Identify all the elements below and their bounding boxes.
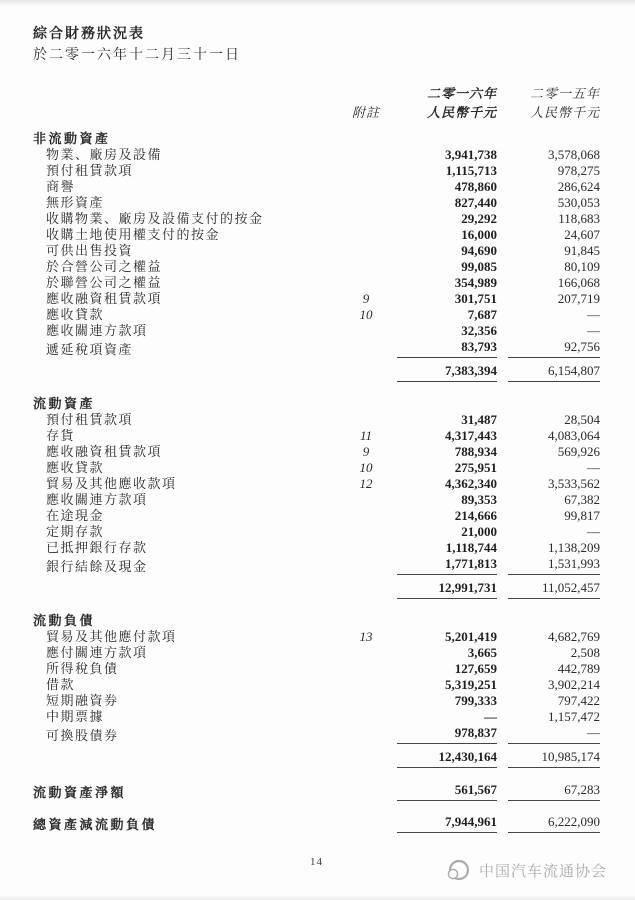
row-label: 遞延稅項資產 (46, 342, 134, 357)
row-value-2015: 1,138,209 (548, 540, 600, 555)
statement-row (33, 460, 600, 476)
row-value-2015: 166,068 (557, 275, 600, 290)
header-note-label: 附註 (351, 105, 380, 120)
statement-row (33, 163, 600, 179)
scan-edge-top (0, 0, 635, 6)
header-year-2015: 二零一五年 (529, 86, 600, 101)
statement-row (33, 179, 600, 195)
row-label: 總資產減流動負債 (33, 817, 158, 832)
statement-row (33, 444, 600, 460)
statement-row (33, 428, 600, 444)
statement-row (33, 339, 600, 358)
statement-row (33, 492, 600, 508)
header-unit-2015: 人民幣千元 (529, 105, 600, 120)
row-note: 10 (359, 460, 373, 475)
row-note: 10 (359, 307, 373, 322)
statement-row (33, 227, 600, 243)
row-value-2016: 214,666 (454, 508, 497, 523)
statement-row (33, 211, 600, 227)
statement-total-row (33, 814, 600, 833)
statement-row (33, 629, 600, 645)
statement-row (33, 412, 600, 428)
row-value-2016: 827,440 (454, 195, 497, 210)
row-label: 流動資產淨額 (33, 785, 127, 800)
row-value-2015: 118,683 (558, 211, 600, 226)
statement-total-row (33, 782, 600, 801)
row-value-2015: 207,719 (557, 291, 600, 306)
statement-row (33, 323, 600, 339)
scan-edge-bottom (0, 895, 635, 900)
statement-row (33, 524, 600, 540)
row-value-2015: — (508, 725, 600, 744)
row-label: 物業、廠房及設備 (46, 147, 163, 162)
cada-emblem-icon (445, 858, 472, 883)
row-value-2016: 561,567 (397, 782, 497, 801)
row-value-2015: 28,504 (564, 412, 600, 427)
row-label: 應收關連方款項 (46, 323, 148, 338)
row-value-2016: 978,837 (397, 725, 497, 744)
row-value-2016: 7,687 (467, 307, 497, 322)
row-value-2015: 286,624 (557, 179, 600, 194)
row-value-2015: 10,985,174 (508, 749, 600, 768)
row-label: 中期票據 (46, 709, 105, 724)
page-title: 綜合財務狀況表 (33, 27, 145, 42)
row-value-2015: 6,154,807 (508, 363, 600, 382)
row-value-2016: 799,333 (454, 693, 497, 708)
row-label: 借款 (46, 677, 76, 692)
statement-row (33, 147, 600, 163)
row-value-2015: 67,283 (508, 782, 600, 801)
row-value-2016: 12,991,731 (397, 580, 497, 599)
row-value-2016: 354,989 (454, 275, 497, 290)
row-label: 應付關連方款項 (46, 645, 148, 660)
row-value-2016: 7,944,961 (397, 814, 497, 833)
row-note: 12 (359, 476, 373, 491)
row-value-2016: 478,860 (454, 179, 497, 194)
statement-row (33, 508, 600, 524)
header-year-2016: 二零一六年 (426, 86, 497, 101)
row-label: 貿易及其他應付款項 (46, 629, 177, 644)
section-heading: 流動資產 (33, 396, 96, 411)
row-value-2016: 99,085 (461, 259, 497, 274)
row-value-2016: — (484, 709, 497, 724)
row-note: 9 (362, 291, 370, 306)
row-value-2016: 1,115,713 (445, 163, 497, 178)
row-value-2016: 1,118,744 (445, 540, 497, 555)
row-value-2015: 92,756 (508, 339, 600, 358)
row-value-2015: 91,845 (564, 243, 600, 258)
row-label: 銀行結餘及現金 (46, 559, 148, 574)
page-number: 14 (310, 856, 323, 868)
row-value-2016: 31,487 (461, 412, 497, 427)
statement-row (33, 307, 600, 323)
row-value-2015: 1,531,993 (508, 556, 600, 575)
statement-section (33, 131, 600, 382)
row-value-2016: 4,362,340 (445, 476, 497, 491)
row-value-2015: 978,275 (557, 163, 600, 178)
row-label: 所得稅負債 (46, 661, 119, 676)
row-value-2016: 5,319,251 (445, 677, 497, 692)
row-value-2015: 24,607 (564, 227, 600, 242)
row-label: 商譽 (46, 179, 76, 194)
row-value-2015: 530,053 (557, 195, 600, 210)
row-note: 9 (362, 444, 370, 459)
statement-row (33, 476, 600, 492)
row-label: 定期存款 (46, 524, 105, 539)
page-subtitle: 於二零一六年十二月三十一日 (33, 48, 241, 63)
row-value-2015: 569,926 (557, 444, 600, 459)
section-heading: 非流動資產 (33, 131, 111, 146)
statement-section (33, 613, 600, 768)
row-value-2016: 12,430,164 (397, 749, 497, 768)
row-value-2015: — (587, 524, 600, 539)
section-subtotal-row (33, 749, 600, 768)
section-subtotal-row (33, 580, 600, 599)
statement-row (33, 661, 600, 677)
statement-row (33, 645, 600, 661)
statement-section (33, 396, 600, 599)
statement-row (33, 195, 600, 211)
row-label: 應收貸款 (46, 307, 105, 322)
row-value-2015: 80,109 (564, 259, 600, 274)
row-value-2016: 7,383,394 (397, 363, 497, 382)
row-label: 無形資產 (46, 195, 105, 210)
statement-row (33, 556, 600, 575)
statement-row (33, 693, 600, 709)
row-value-2015: 3,533,562 (548, 476, 600, 491)
row-value-2016: 21,000 (461, 524, 497, 539)
row-value-2016: 29,292 (461, 211, 497, 226)
section-subtotal-row (33, 363, 600, 382)
row-value-2016: 83,793 (397, 339, 497, 358)
row-label: 於聯營公司之權益 (46, 275, 163, 290)
statement-row (33, 725, 600, 744)
row-value-2016: 1,771,813 (397, 556, 497, 575)
row-value-2015: 1,157,472 (548, 709, 600, 724)
row-label: 應收融資租賃款項 (46, 291, 163, 306)
row-note: 13 (359, 629, 373, 644)
statement-row (33, 275, 600, 291)
association-watermark-text: 中国汽车流通协会 (478, 863, 607, 880)
statement-row (33, 709, 600, 725)
row-value-2015: 4,682,769 (548, 629, 600, 644)
row-value-2016: 32,356 (461, 323, 497, 338)
row-value-2016: 4,317,443 (445, 428, 497, 443)
statement-row (33, 259, 600, 275)
row-label: 預付租賃款項 (46, 163, 134, 178)
row-label: 預付租賃款項 (46, 412, 134, 427)
row-value-2015: 4,083,064 (548, 428, 600, 443)
row-label: 貿易及其他應收款項 (46, 476, 177, 491)
association-watermark (445, 858, 607, 883)
statement-body (33, 131, 600, 833)
row-value-2015: 6,222,090 (508, 814, 600, 833)
row-value-2016: 16,000 (461, 227, 497, 242)
row-value-2015: 797,422 (557, 693, 600, 708)
statement-row (33, 540, 600, 556)
row-value-2016: 5,201,419 (445, 629, 497, 644)
row-value-2015: 3,902,214 (548, 677, 600, 692)
row-value-2016: 788,934 (454, 444, 497, 459)
column-header (33, 84, 600, 122)
row-value-2015: 99,817 (564, 508, 600, 523)
row-value-2016: 94,690 (461, 243, 497, 258)
row-value-2015: — (587, 323, 600, 338)
row-value-2016: 3,665 (467, 645, 497, 660)
statement-row (33, 677, 600, 693)
row-value-2015: 442,789 (557, 661, 600, 676)
row-label: 在途現金 (46, 508, 105, 523)
row-value-2015: 67,382 (564, 492, 600, 507)
statement-row (33, 243, 600, 259)
header-unit-2016: 人民幣千元 (426, 105, 497, 120)
row-value-2016: 301,751 (454, 291, 497, 306)
row-value-2016: 275,951 (454, 460, 497, 475)
row-value-2015: 2,508 (570, 645, 600, 660)
row-label: 應收貸款 (46, 460, 105, 475)
row-label: 存貨 (46, 428, 76, 443)
row-note: 11 (359, 428, 373, 443)
row-value-2015: 11,052,457 (508, 580, 600, 599)
row-label: 於合營公司之權益 (46, 259, 163, 274)
row-value-2016: 3,941,738 (445, 147, 497, 162)
row-label: 可換股債券 (46, 728, 119, 743)
row-label: 收購物業、廠房及設備支付的按金 (46, 211, 264, 226)
row-label: 可供出售投資 (46, 243, 134, 258)
row-value-2015: — (587, 460, 600, 475)
row-label: 已抵押銀行存款 (46, 540, 148, 555)
row-label: 應收關連方款項 (46, 492, 148, 507)
row-label: 收購土地使用權支付的按金 (46, 227, 221, 242)
section-heading: 流動負債 (33, 613, 96, 628)
row-label: 應收融資租賃款項 (46, 444, 163, 459)
row-value-2016: 89,353 (461, 492, 497, 507)
row-label: 短期融資券 (46, 693, 119, 708)
row-value-2015: — (587, 307, 600, 322)
row-value-2016: 127,659 (454, 661, 497, 676)
statement-row (33, 291, 600, 307)
row-value-2015: 3,578,068 (548, 147, 600, 162)
